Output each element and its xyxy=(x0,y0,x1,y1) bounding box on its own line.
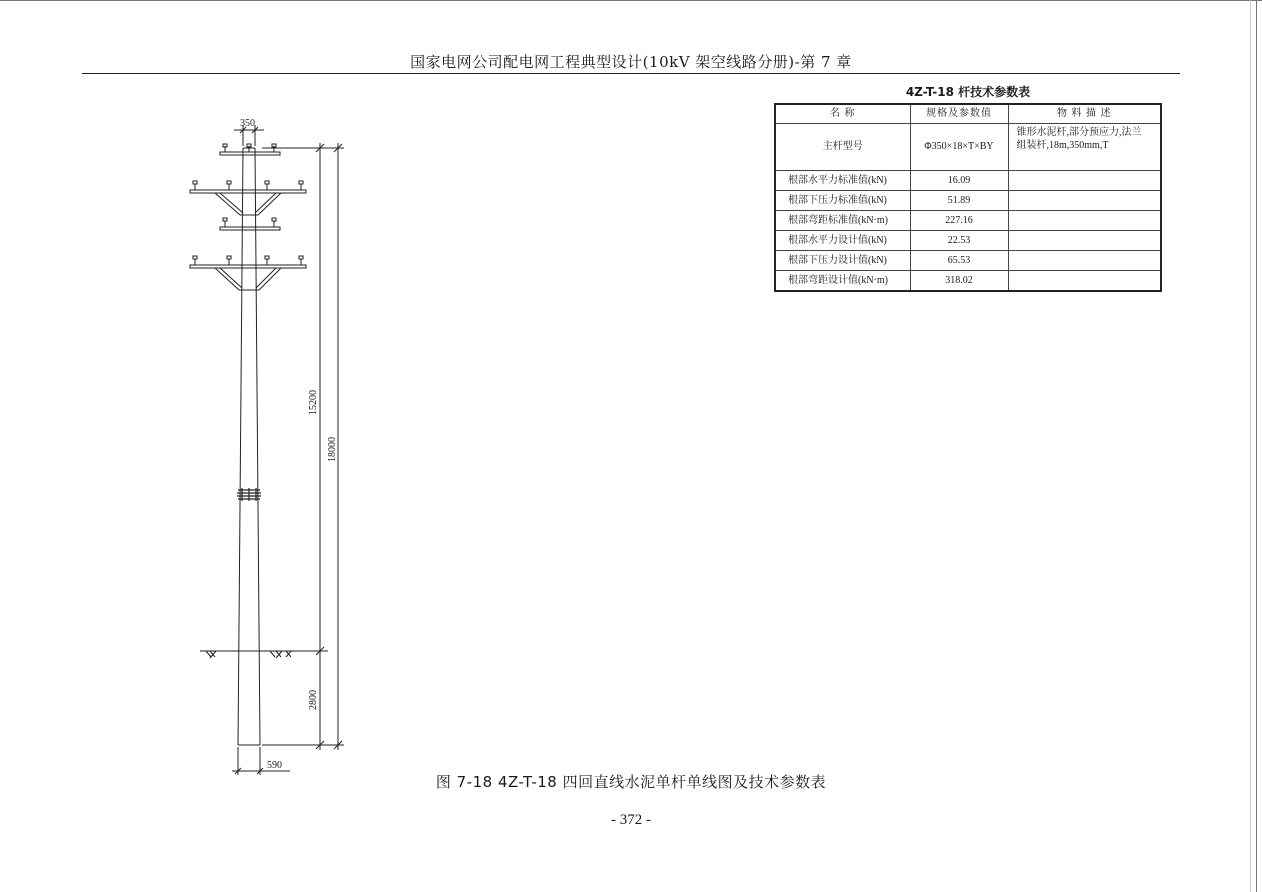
crossarm-2 xyxy=(190,181,306,215)
row-name: 根部下压力标准值(kN) xyxy=(775,191,910,211)
burial-depth-label: 2800 xyxy=(308,690,319,710)
pole-outline-left xyxy=(238,148,243,745)
row-name: 根部水平力设计值(kN) xyxy=(775,231,910,251)
figure-caption: 图 7-18 4Z-T-18 四回直线水泥单杆单线图及技术参数表 xyxy=(435,773,827,791)
page-border-right-inner xyxy=(1250,0,1251,892)
row-value: 318.02 xyxy=(910,271,1008,292)
row-name: 根部水平力标准值(kN) xyxy=(775,171,910,191)
row-name: 主杆型号 xyxy=(775,124,910,171)
crossarm-4 xyxy=(190,256,306,290)
row-description xyxy=(1008,251,1161,271)
row-description-line: 锥形水泥杆,部分预应力,法兰 xyxy=(1016,127,1142,138)
column-header-name: 名 称 xyxy=(775,104,910,124)
row-value: 51.89 xyxy=(910,191,1008,211)
document-header-title: 国家电网公司配电网工程典型设计(10kV 架空线路分册)-第 7 章 xyxy=(410,53,852,71)
page-border-right xyxy=(1256,0,1257,892)
row-name: 根部下压力设计值(kN) xyxy=(775,251,910,271)
pole-outline-right xyxy=(255,148,260,745)
row-description-line: 组装杆,18m,350mm,T xyxy=(1016,140,1109,151)
table-row xyxy=(775,231,1161,251)
row-value: 22.53 xyxy=(910,231,1008,251)
row-description xyxy=(1008,211,1161,231)
table-row xyxy=(775,211,1161,231)
row-description xyxy=(1008,171,1161,191)
table-header-row xyxy=(775,104,1161,124)
page-number: - 372 - xyxy=(611,812,651,828)
page-border-top xyxy=(0,0,1262,1)
row-value: 227.16 xyxy=(910,211,1008,231)
row-name: 根部弯距设计值(kN·m) xyxy=(775,271,910,292)
header-rule xyxy=(82,73,1180,74)
flange-joint xyxy=(237,488,261,501)
column-header-value: 规格及参数值 xyxy=(910,104,1008,124)
table-row xyxy=(775,124,1161,171)
technical-parameters-table xyxy=(774,103,1162,292)
total-length-label: 18000 xyxy=(327,437,338,462)
table-caption: 4Z-T-18 杆技术参数表 xyxy=(905,85,1031,99)
base-width-label: 590 xyxy=(267,760,282,771)
row-description xyxy=(1008,231,1161,251)
row-value: 65.53 xyxy=(910,251,1008,271)
table-row xyxy=(775,251,1161,271)
row-value: 16.09 xyxy=(910,171,1008,191)
above-ground-length-label: 15200 xyxy=(308,390,319,415)
column-header-description: 物 料 描 述 xyxy=(1008,104,1161,124)
crossarm-1 xyxy=(220,144,280,155)
ground-line xyxy=(200,651,298,658)
row-description xyxy=(1008,271,1161,292)
table-row xyxy=(775,171,1161,191)
partial-height-dimension xyxy=(262,143,328,750)
row-description xyxy=(1008,191,1161,211)
top-width-label: 350 xyxy=(240,118,255,129)
row-description xyxy=(1008,124,1161,171)
row-name: 根部弯距标准值(kN·m) xyxy=(775,211,910,231)
pole-single-line-drawing xyxy=(170,110,370,790)
crossarm-3 xyxy=(220,218,280,230)
row-value: Φ350×18×T×BY xyxy=(910,124,1008,171)
table-row xyxy=(775,191,1161,211)
table-row xyxy=(775,271,1161,292)
